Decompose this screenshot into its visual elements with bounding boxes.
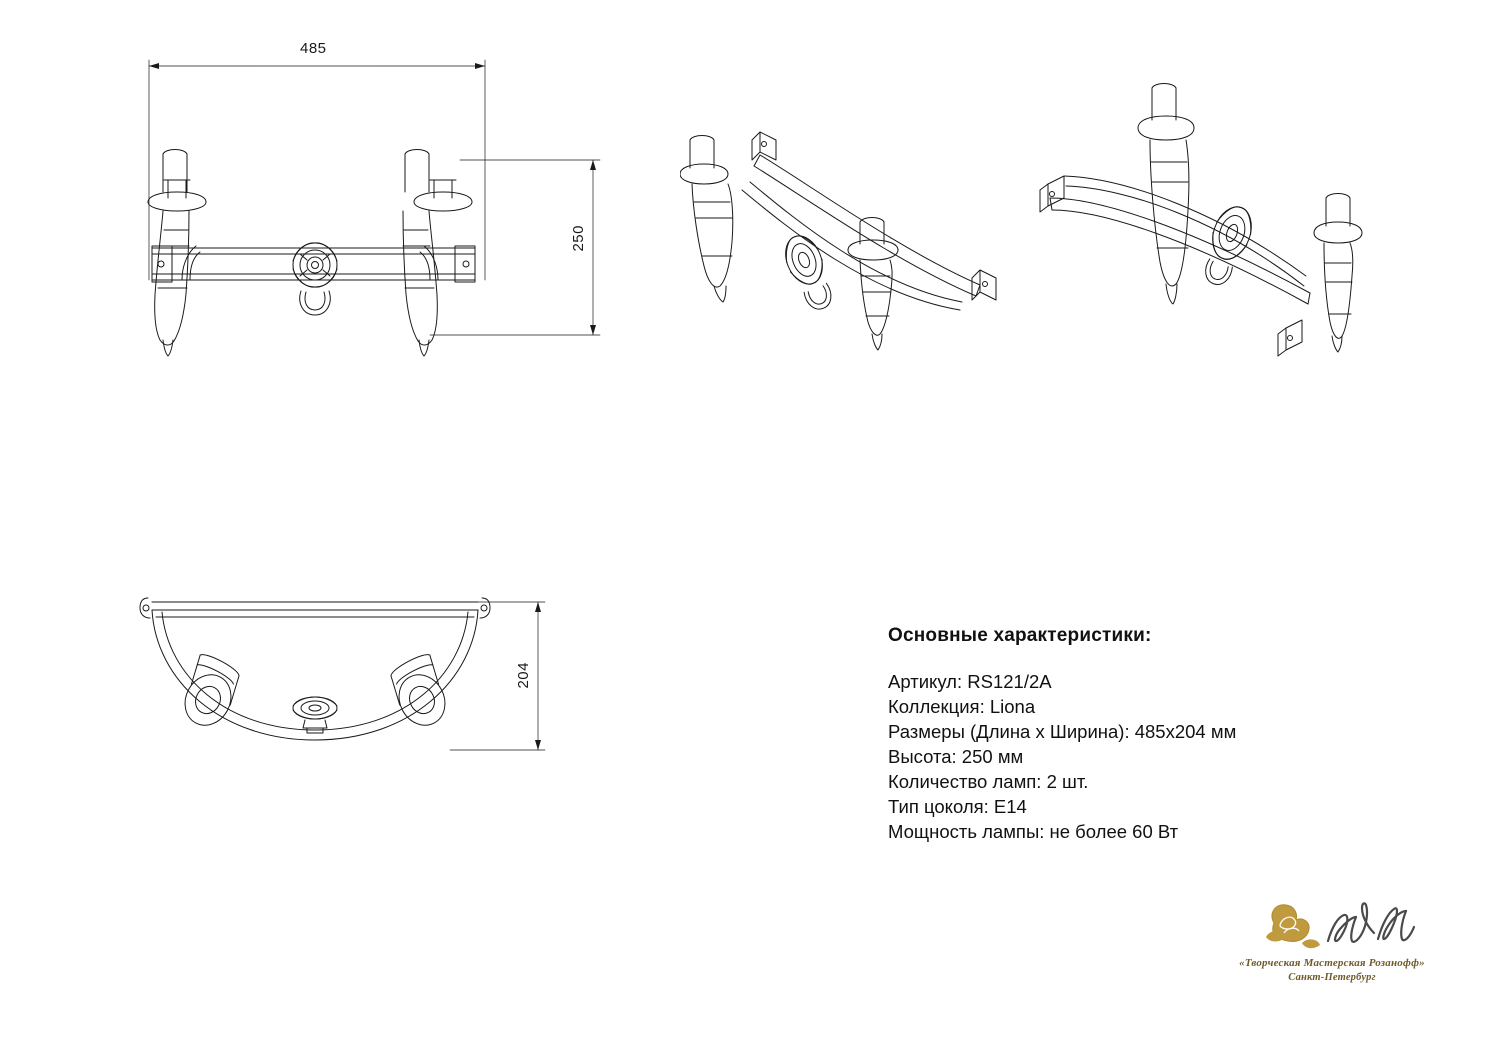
iso-view-right — [1030, 78, 1420, 368]
spec-dimensions: Размеры (Длина х Ширина): 485x204 мм — [888, 721, 1237, 742]
brand-logo — [1232, 893, 1432, 983]
front-view — [130, 30, 750, 360]
spec-collection: Коллекция: Liona — [888, 696, 1036, 717]
spec-lamp-count: Количество ламп: 2 шт. — [888, 771, 1089, 792]
specifications-title: Основные характеристики: — [888, 625, 1152, 646]
spec-height: Высота: 250 мм — [888, 746, 1024, 767]
spec-article: Артикул: RS121/2A — [888, 671, 1052, 692]
spec-lamp-power: Мощность лампы: не более 60 Вт — [888, 821, 1179, 842]
dimension-depth: 204 — [515, 662, 532, 689]
specifications-block — [888, 625, 1428, 844]
logo-subcaption: Санкт-Петербург — [1288, 972, 1376, 983]
dimension-height: 250 — [570, 225, 587, 252]
dimension-width: 485 — [300, 40, 327, 57]
logo-caption: «Творческая Мастерская Розанофф» — [1239, 957, 1425, 969]
top-view — [130, 580, 690, 800]
iso-view-left — [680, 110, 1030, 360]
spec-socket-type: Тип цоколя: E14 — [888, 796, 1027, 817]
rose-logo-icon — [1232, 893, 1432, 955]
